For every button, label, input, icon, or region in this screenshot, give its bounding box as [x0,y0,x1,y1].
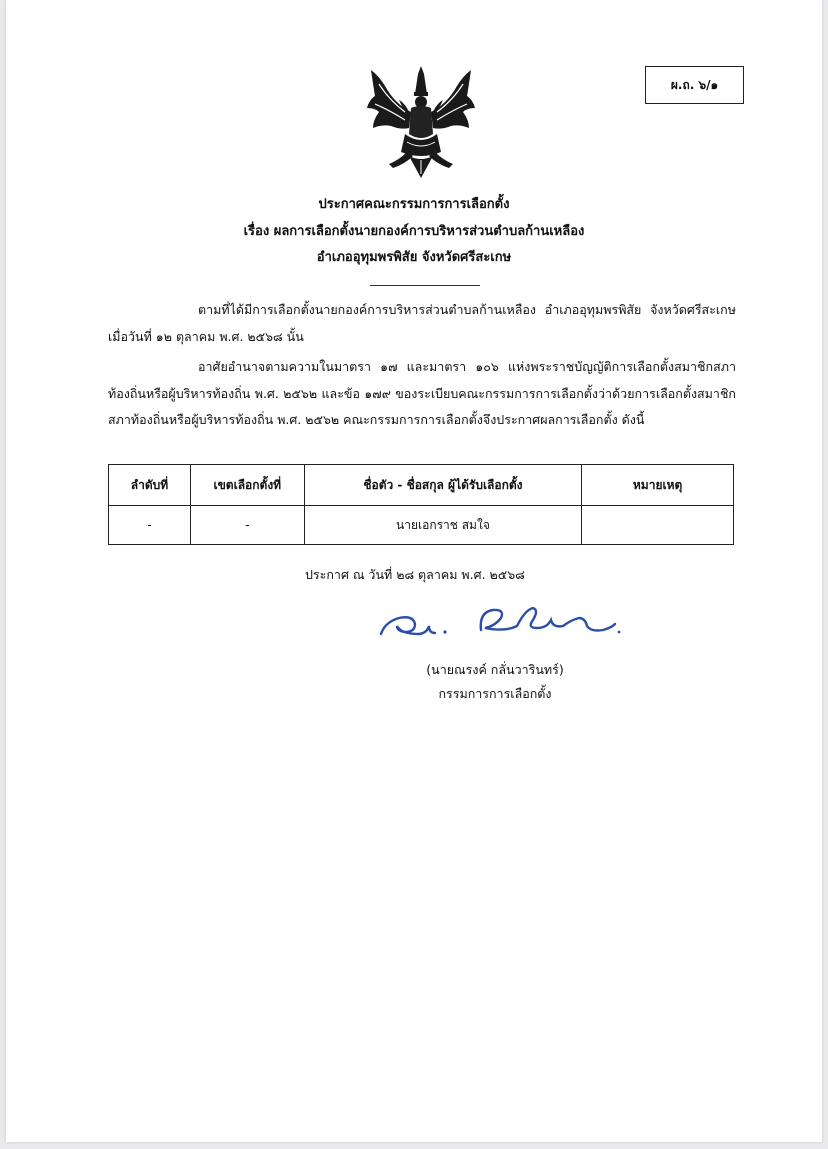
announcement-subject: เรื่อง ผลการเลือกตั้งนายกองค์การบริหารส่วนตำบลก้านเหลือง [243,224,585,239]
election-result-table [108,464,734,545]
cell-order: - [109,506,191,545]
title-divider [370,285,480,286]
table-header-row [109,465,734,506]
signer-position: กรรมการการเลือกตั้ง [438,686,552,701]
garuda-emblem-icon [365,64,477,180]
handwritten-signature [375,600,625,645]
header-order: ลำดับที่ [109,465,191,506]
header-elected-name: ชื่อตัว - ชื่อสกุล ผู้ได้รับเลือกตั้ง [304,465,582,506]
cell-remarks [582,506,734,545]
announcement-title: ประกาศคณะกรรมการการเลือกตั้ง [318,197,510,212]
announcement-date: ประกาศ ณ วันที่ ๒๘ ตุลาคม พ.ศ. ๒๕๖๘ [305,567,525,582]
signature-stroke [381,617,435,634]
body-paragraph-1: ตามที่ได้มีการเลือกตั้งนายกองค์การบริหารส่วนตำบลก้านเหลือง อำเภออุทุมพรพิสัย จังหวัดศรีสะเกษ เมื่อวันที่ ๑๒ ตุลาคม พ.ศ. ๒๕๖๘ นั้น [108,302,736,344]
announcement-location: อำเภออุทุมพรพิสัย จังหวัดศรีสะเกษ [316,250,512,265]
header-constituency: เขตเลือกตั้งที่ [190,465,304,506]
header-remarks: หมายเหตุ [582,465,734,506]
signer-name: (นายณรงค์ กลั่นวารินทร์) [426,662,564,677]
signature-stroke [481,608,615,631]
body-paragraph-2: อาศัยอำนาจตามความในมาตรา ๑๗ และมาตรา ๑๐๖ แห่งพระราชบัญญัติการเลือกตั้งสมาชิกสภาท้องถิ่นหรือผู้บริหารท้องถิ่น พ.ศ. ๒๕๖๒ และข้อ ๑๗๙ ของระเบียบคณะกรรมการการเลือกตั้งว่าด้วยการเลือกตั้งสมาชิกสภาท้องถิ่นหรือผู้บริหารท้องถิ่น พ.ศ. ๒๕๖๒ คณะกรรมการการเลือกตั้งจึงประกาศผลการเลือกตั้ง ดังนี้ [108,359,736,427]
table-row [109,506,734,545]
form-code-box: ผ.ถ. ๖/๑ [645,66,744,104]
cell-elected-name: นายเอกราช สมใจ [304,506,582,545]
cell-constituency: - [190,506,304,545]
